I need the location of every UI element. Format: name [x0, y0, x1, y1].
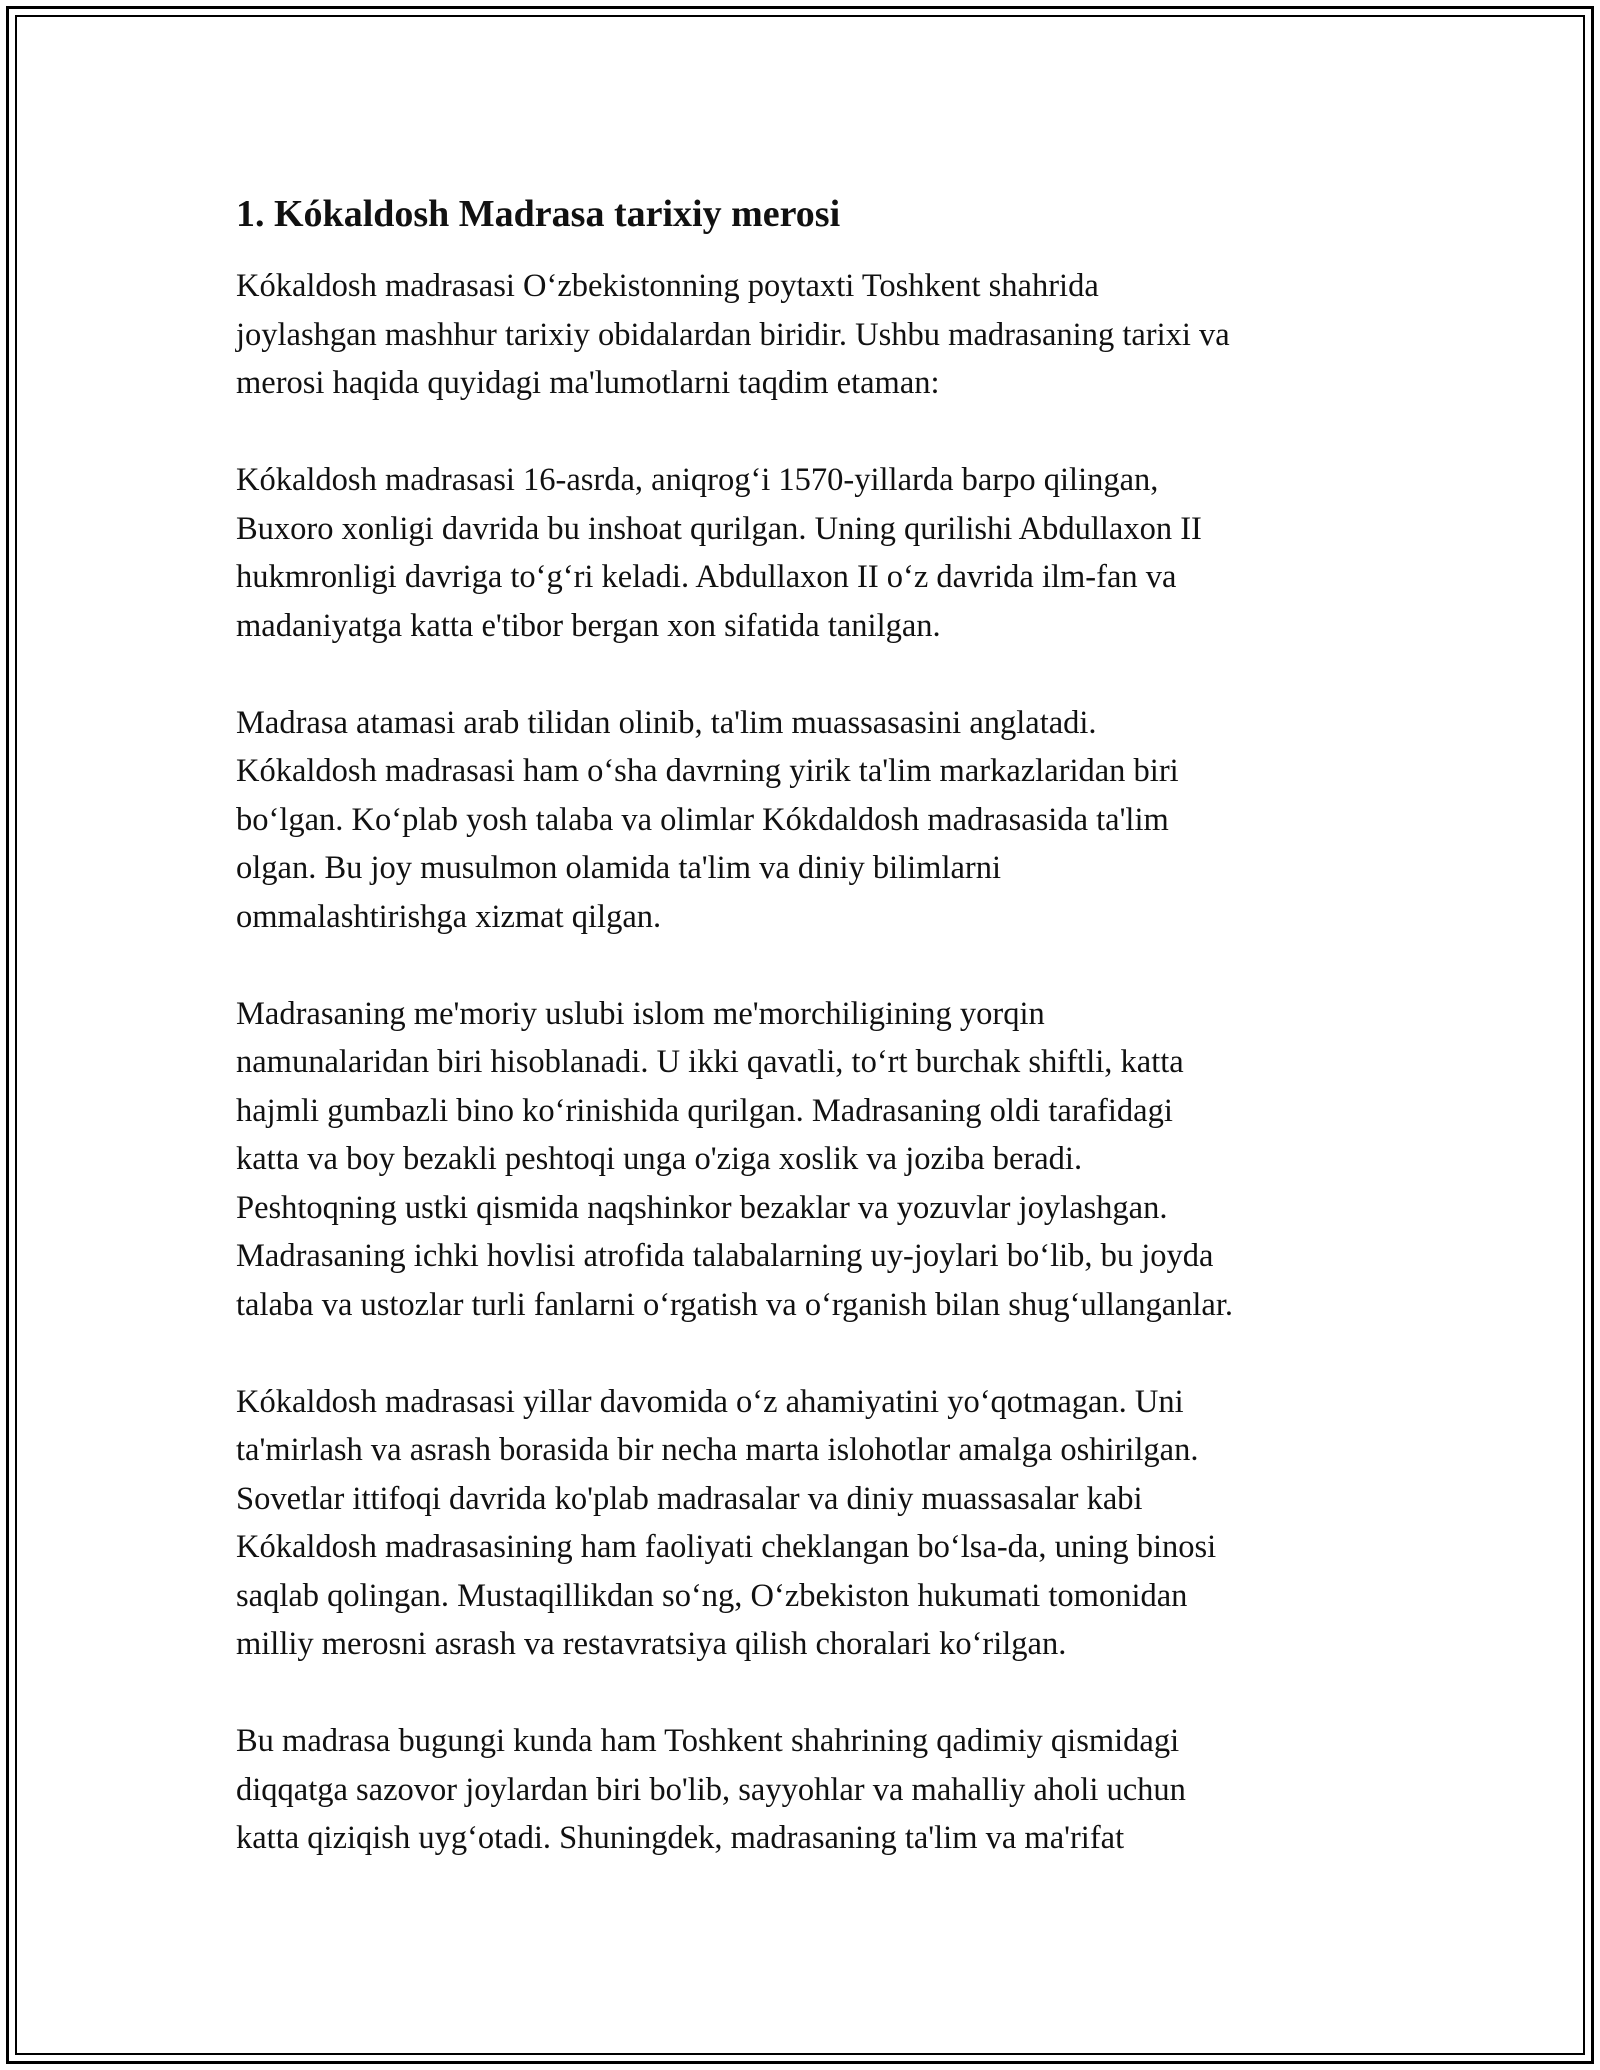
text-line: Kókaldosh madrasasi 16-asrda, aniqrog‘i 1570-yillarda barpo qilingan, — [236, 462, 1159, 498]
paragraph — [236, 456, 1386, 650]
text-line: Bu madrasa bugungi kunda ham Toshkent shahrining qadimiy qismidagi — [236, 1723, 1180, 1759]
text-line: Kókaldosh madrasasi ham o‘sha davrning yirik ta'lim markazlaridan biri — [236, 753, 1179, 789]
text-line: hukmronligi davriga to‘g‘ri keladi. Abdullaxon II o‘z davrida ilm-fan va — [236, 559, 1177, 595]
paragraph — [236, 1378, 1386, 1669]
text-line: olgan. Bu joy musulmon olamida ta'lim va diniy bilimlarni — [236, 850, 1002, 886]
text-line: Kókaldosh madrasasining ham faoliyati cheklangan bo‘lsa-da, uning binosi — [236, 1529, 1217, 1565]
text-line: milliy merosni asrash va restavratsiya qilish choralari ko‘rilgan. — [236, 1626, 1067, 1662]
text-line: Peshtoqning ustki qismida naqshinkor bezaklar va yozuvlar joylashgan. — [236, 1189, 1168, 1226]
text-line: Kókaldosh madrasasi O‘zbekistonning poytaxti Toshkent shahrida — [236, 268, 1099, 304]
text-line: Buxoro xonligi davrida bu inshoat qurilgan. Uning qurilishi Abdullaxon II — [236, 510, 1202, 547]
text-line: Madrasaning ichki hovlisi atrofida talabalarning uy-joylari bo‘lib, bu joyda — [236, 1238, 1214, 1274]
text-line: saqlab qolingan. Mustaqillikdan so‘ng, O‘zbekiston hukumati tomonidan — [236, 1577, 1188, 1614]
paragraph — [236, 699, 1386, 942]
document-body — [236, 186, 1386, 1911]
text-line: ommalashtirishga xizmat qilgan. — [236, 898, 662, 935]
text-line: madaniyatga katta e'tibor bergan xon sifatida tanilgan. — [236, 607, 941, 644]
text-line: katta qiziqish uyg‘otadi. Shuningdek, madrasaning ta'lim va ma'rifat — [236, 1820, 1125, 1856]
text-line: merosi haqida quyidagi ma'lumotlarni taqdim etaman: — [236, 365, 940, 401]
text-line: Kókaldosh madrasasi yillar davomida o‘z ahamiyatini yo‘qotmagan. Uni — [236, 1383, 1184, 1420]
text-line: bo‘lgan. Ko‘plab yosh talaba va olimlar Kókdaldosh madrasasida ta'lim — [236, 801, 1169, 838]
text-line: joylashgan mashhur tarixiy obidalardan biridir. Ushbu madrasaning tarixi va — [236, 316, 1230, 353]
text-line: ta'mirlash va asrash borasida bir necha marta islohotlar amalga oshirilgan. — [236, 1432, 1199, 1468]
paragraph — [236, 262, 1386, 408]
text-line: Madrasa atamasi arab tilidan olinib, ta'lim muassasasini anglatadi. — [236, 704, 1097, 741]
text-line: hajmli gumbazli bino ko‘rinishida qurilgan. Madrasaning oldi tarafidagi — [236, 1092, 1173, 1129]
paragraph — [236, 990, 1386, 1330]
paragraph — [236, 1717, 1386, 1863]
text-line: Madrasaning me'moriy uslubi islom me'morchiligining yorqin — [236, 995, 1045, 1032]
text-line: Sovetlar ittifoqi davrida ko'plab madrasalar va diniy muassasalar kabi — [236, 1480, 1143, 1517]
text-line: talaba va ustozlar turli fanlarni o‘rgatish va o‘rganish bilan shug‘ullanganlar. — [236, 1286, 1233, 1323]
text-line: diqqatga sazovor joylardan biri bo'lib, sayyohlar va mahalliy aholi uchun — [236, 1771, 1186, 1808]
document-title: 1. Kókaldosh Madrasa tarixiy merosi — [236, 193, 841, 235]
paragraph-list — [236, 262, 1386, 1863]
text-line: katta va boy bezakli peshtoqi unga o'ziga xoslik va joziba beradi. — [236, 1141, 1083, 1177]
text-line: namunalaridan biri hisoblanadi. U ikki qavatli, to‘rt burchak shiftli, katta — [236, 1044, 1184, 1080]
